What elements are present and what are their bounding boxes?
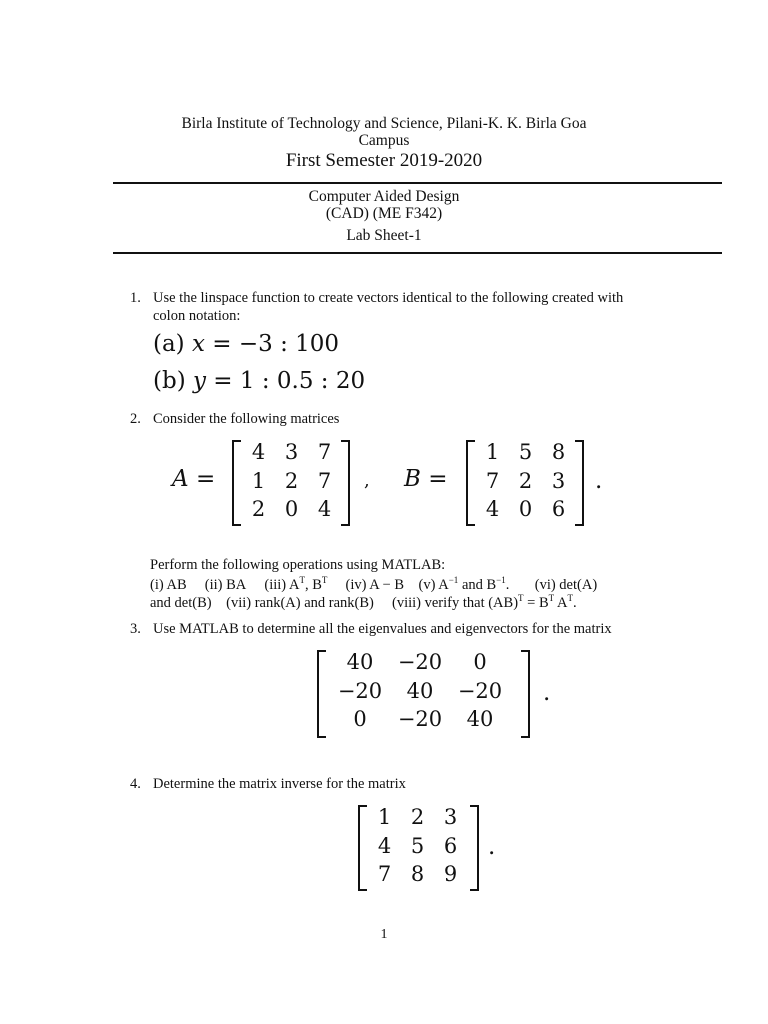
matrix-cell: 6 [551,497,566,521]
matrix-cell: 2 [284,468,299,493]
matrix-q3 [330,648,510,734]
matrix-cell: 7 [317,440,332,464]
q2-text: Consider the following matrices [153,411,340,427]
matrix-cell: 40 [346,650,374,674]
matrix-b-table [476,438,575,524]
matrix-row [368,832,467,861]
matrix-cell: 9 [443,862,458,886]
matrix-row [476,467,575,496]
matrix-cell: 8 [551,440,566,464]
q2-operations-intro: Perform the following operations using MATLAB: [150,557,446,573]
matrix-cell: 4 [377,833,392,858]
q4-text: Determine the matrix inverse for the matrix [153,776,406,792]
page-number: 1 [380,927,388,942]
matrix-row [242,467,341,496]
matrix-a [242,438,341,524]
matrix-cell: 7 [377,862,392,886]
matrix-q4-period: . [488,834,496,860]
matrix-b-right-bracket [575,440,584,526]
matrix-row [368,860,467,889]
matrix-cell: 0 [473,650,487,674]
matrix-cell: 0 [353,707,367,731]
matrix-b-label: B = [404,466,448,492]
matrix-cell: 0 [284,497,299,521]
q1-number: 1. [130,290,141,306]
matrix-q3-table [330,648,510,734]
matrix-q3-left-bracket [317,650,326,738]
matrix-cell: 2 [518,468,533,493]
matrix-cell: 5 [410,833,425,858]
matrix-cell: −20 [337,678,383,703]
matrix-cell: 7 [485,468,500,493]
q2-operations-line2: and det(B) (vii) rank(A) and rank(B) (viii) verify that $(AB)^T = B^T$ $A^T$. [150,593,577,611]
matrix-q4-left-bracket [358,805,367,891]
q2-operations-line1: (i) AB (ii) BA (iii) $A^T$, $B^T$ (iv) A − B (v) $A^{-1}$ and $B^{-1}$. (vi) det(A) [150,575,598,593]
matrix-b-left-bracket [466,440,475,526]
institute-campus: Campus [358,132,410,149]
matrix-row [368,803,467,832]
semester-title: First Semester 2019-2020 [285,150,483,171]
matrix-row [330,705,510,734]
matrix-b [476,438,575,524]
matrix-cell: 2 [251,497,266,521]
institute-name: Birla Institute of Technology and Science, Pilani-K. K. Birla Goa [181,115,587,132]
matrix-cell: 8 [410,862,425,886]
q2-number: 2. [130,411,141,427]
q1-part-b: (b) y = 1 : 0.5 : 20 [153,368,366,394]
matrix-a-table [242,438,341,524]
matrix-cell: 5 [518,440,533,464]
matrix-cell: 1 [251,468,266,493]
matrix-row [476,438,575,467]
q1-part-a: (a) x = −3 : 100 [153,331,340,357]
matrix-cell: −20 [397,707,443,731]
matrix-separator-comma: , [364,470,370,491]
matrix-cell: 4 [317,497,332,521]
matrix-row [330,677,510,706]
matrix-cell: 3 [551,468,566,493]
matrix-a-right-bracket [341,440,350,526]
matrix-a-left-bracket [232,440,241,526]
matrix-q3-right-bracket [521,650,530,738]
header-rule-top [113,182,722,184]
lab-sheet-title: Lab Sheet-1 [346,227,422,244]
matrix-cell: 1 [485,440,500,464]
matrix-cell: 0 [518,497,533,521]
matrix-cell: 1 [377,805,392,829]
matrix-cell: 6 [443,833,458,858]
matrix-q4 [368,803,467,889]
q3-number: 3. [130,621,141,637]
matrix-cell: −20 [457,678,503,703]
matrix-cell: 2 [410,805,425,829]
matrix-row [330,648,510,677]
q1-text: Use the linspace function to create vectors identical to the following created with colon notation: [153,290,624,324]
matrix-row [242,438,341,467]
matrix-row [242,495,341,524]
matrix-cell: 40 [466,707,494,731]
matrix-cell: 4 [485,497,500,521]
course-code: (CAD) (ME F342) [325,205,443,222]
matrix-row [476,495,575,524]
matrix-q4-table [368,803,467,889]
matrix-a-label: A = [172,466,216,492]
matrix-cell: 7 [317,468,332,493]
matrix-q4-right-bracket [470,805,479,891]
q3-text: Use MATLAB to determine all the eigenvalues and eigenvectors for the matrix [153,621,612,637]
header-rule-bottom [113,252,722,254]
matrix-cell: 3 [443,805,458,829]
matrix-cell: 3 [284,440,299,464]
q4-number: 4. [130,776,141,792]
matrix-q3-period: . [543,680,551,706]
matrix-cell: 4 [251,440,266,464]
course-title: Computer Aided Design [308,188,460,205]
matrix-cell: 40 [406,678,434,703]
matrix-b-period: . [595,468,603,494]
matrix-cell: −20 [397,650,443,674]
